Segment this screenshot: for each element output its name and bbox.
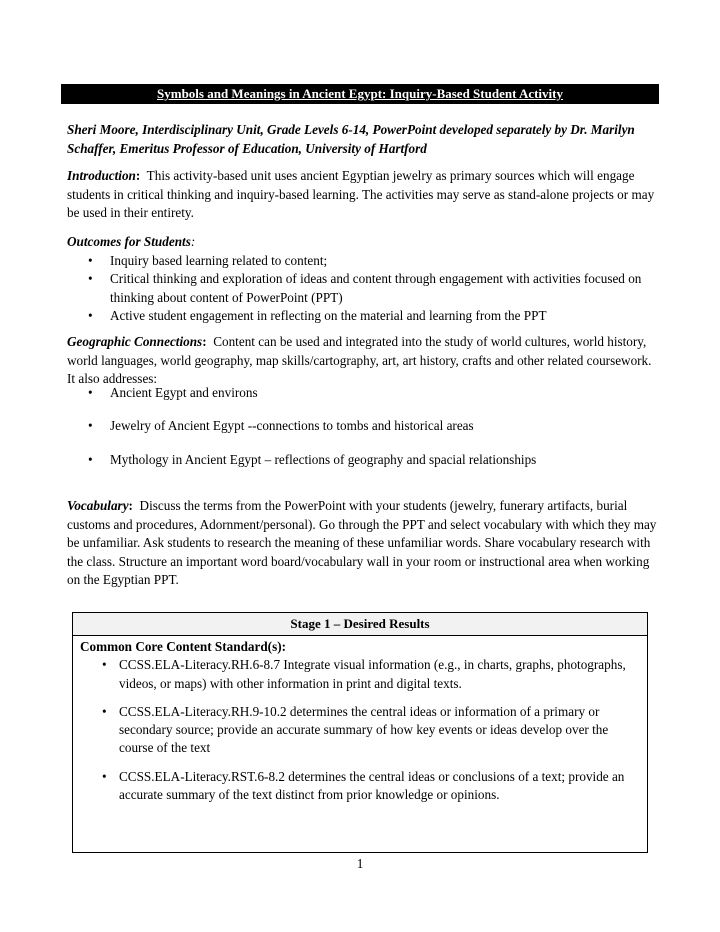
document-title: Symbols and Meanings in Ancient Egypt: Inquiry-Based Student Activity	[157, 86, 563, 101]
list-item: • Active student engagement in reflecting on the material and learning from the PPT	[67, 307, 657, 326]
vocabulary-paragraph: Vocabulary: Discuss the terms from the PowerPoint with your students (jewelry, funerary artifacts, burial customs and procedures, Adornment/personal). Go through the PPT and select vocabulary with which they may be unfamiliar. Ask students to research the meaning of these unfamiliar words. Share vocabulary research with the class. Structure an important word board/vocabulary wall in your room or instructional area when working on the Egyptian PPT.	[67, 498, 657, 588]
introduction-paragraph: Introduction: This activity-based unit uses ancient Egyptian jewelry as primary sources which will engage students in critical thinking and inquiry-based learning. The activities may serve as stand-alone projects or may be used in their entirety.	[67, 168, 655, 221]
list-item: • Critical thinking and exploration of ideas and content through engagement with activities focused on thinking about content of PowerPoint (PPT)	[67, 270, 657, 307]
title-banner	[61, 84, 659, 104]
geographic-list-item-3	[67, 451, 657, 470]
list-item: • CCSS.ELA-Literacy.RH.6-8.7 Integrate visual information (e.g., in charts, graphs, photographs, videos, or maps) with other information in print and digital texts.	[80, 656, 639, 693]
introduction-text: This activity-based unit uses ancient Egyptian jewelry as primary sources which will engage students in critical thinking and inquiry-based learning. The activities may serve as stand-alone projects or may be used in their entirety.	[67, 168, 655, 221]
standards-list	[80, 656, 639, 804]
outcomes-list	[67, 252, 657, 326]
vocabulary-text: Discuss the terms from the PowerPoint with your students (jewelry, funerary artifacts, burial customs and procedures, Adornment/personal). Go through the PPT and select vocabulary with which they may be unfamiliar. Ask students to research the meaning of these unfamiliar words. Share vocabulary research with the class. Structure an important word board/vocabulary wall in your room or instructional area when working on the Egyptian PPT.	[67, 498, 657, 588]
geographic-text: Content can be used and integrated into the study of world cultures, world history, world languages, world geography, map skills/cartography, art, art history, crafts and other related coursework. It also addresses:	[67, 334, 652, 387]
author-line: Sheri Moore, Interdisciplinary Unit, Grade Levels 6-14, PowerPoint developed separately by Dr. Marilyn Schaffer, Emeritus Professor of Education, University of Hartford	[67, 122, 635, 156]
list-item: • CCSS.ELA-Literacy.RH.9-10.2 determines the central ideas or information of a primary or secondary source; provide an accurate summary of how key events or ideas develop over the course of the text	[80, 703, 639, 758]
introduction-label: Introduction	[67, 168, 136, 183]
stage-1-header: Stage 1 – Desired Results	[73, 613, 647, 636]
list-item: • Jewelry of Ancient Egypt --connections to tombs and historical areas	[67, 417, 657, 436]
stage-1-table	[72, 612, 648, 853]
geographic-label: Geographic Connections	[67, 334, 203, 349]
outcomes-section: Outcomes for Students: • Inquiry based learning related to content; • Critical thinking and exploration of ideas and content through engagement with activities focused on thinking about content of PowerPoint (PPT) • Active student engagement in reflecting on the material and learning from the PPT	[67, 233, 657, 326]
page-number: 1	[356, 856, 364, 871]
list-item: • Mythology in Ancient Egypt – reflections of geography and spacial relationships	[67, 451, 657, 470]
standards-title: Common Core Content Standard(s):	[80, 639, 286, 654]
geographic-section: Geographic Connections: Content can be used and integrated into the study of world cultures, world history, world languages, world geography, map skills/cartography, art, art history, crafts and other related coursework. It also addresses:	[67, 334, 652, 387]
outcomes-label: Outcomes for Students	[67, 234, 191, 249]
list-item: • Inquiry based learning related to content;	[67, 252, 657, 271]
geographic-list-item-2	[67, 417, 657, 436]
vocabulary-label: Vocabulary	[67, 498, 129, 513]
list-item: • Ancient Egypt and environs	[67, 384, 657, 403]
list-item: • CCSS.ELA-Literacy.RST.6-8.2 determines the central ideas or conclusions of a text; provide an accurate summary of the text distinct from prior knowledge or opinions.	[80, 768, 639, 805]
geographic-list-item-1	[67, 384, 657, 403]
stage-1-body	[73, 636, 647, 804]
